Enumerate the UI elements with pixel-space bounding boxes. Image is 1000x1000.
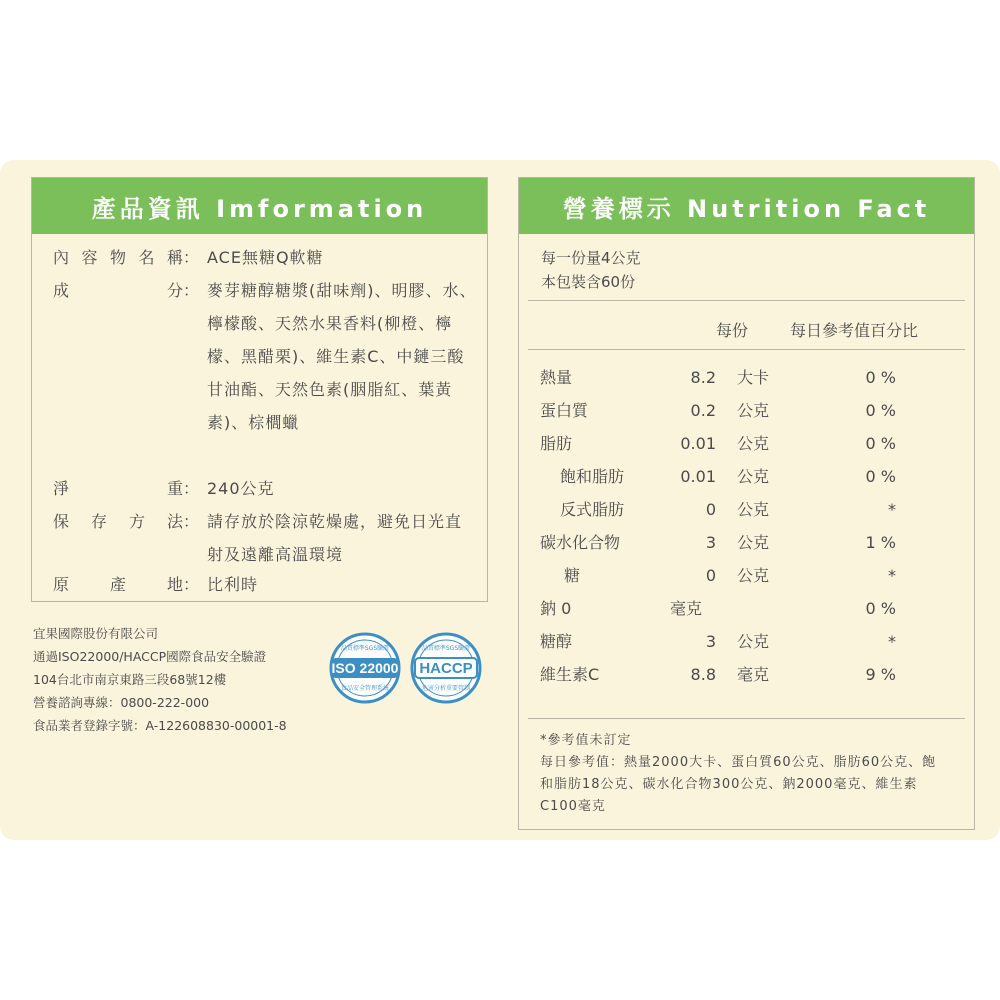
nutrient-unit: 公克	[737, 434, 770, 453]
svg-text:ISO 22000: ISO 22000	[331, 660, 399, 676]
haccp-badge-icon	[410, 632, 482, 704]
nutrient-row	[540, 462, 960, 492]
nutrient-daily-percent: *	[888, 500, 896, 519]
nutrient-name: 糖醇	[540, 632, 573, 651]
nutrient-row	[540, 561, 960, 591]
nutrient-row	[540, 495, 960, 525]
serving-size: 每一份量4公克	[541, 249, 641, 267]
nutrient-amount: 3	[705, 632, 716, 651]
nutrient-daily-percent: 0 %	[865, 368, 896, 387]
nutrient-daily-percent: *	[888, 632, 896, 651]
info-row-origin	[53, 568, 473, 601]
company-registration: 食品業者登錄字號：A-122608830-00001-8	[33, 718, 287, 733]
svg-text:品質標準SGS驗證: 品質標準SGS驗證	[421, 645, 471, 652]
nutrient-row	[540, 429, 960, 459]
nutrient-name: 蛋白質	[540, 401, 589, 420]
nutrient-row	[540, 528, 960, 558]
nutrient-daily-percent: 9 %	[865, 665, 896, 684]
nutrition-facts-header: 營養標示 Nutrition Fact	[519, 178, 974, 234]
note-title: *參考值未訂定	[540, 733, 632, 748]
nutrient-amount: 8.8	[690, 665, 716, 684]
nutrient-amount: 0	[705, 500, 716, 519]
svg-text:食品安全管理系統: 食品安全管理系統	[340, 685, 390, 692]
info-label-content: 內 容 物 名 稱	[53, 248, 183, 267]
nutrient-unit: 公克	[737, 401, 770, 420]
nutrient-amount: 0.01	[680, 434, 716, 453]
nutrient-name: 熱量	[540, 368, 573, 387]
column-daily-value: 每日參考值百分比	[790, 321, 919, 340]
info-label-ingredients: 成 分	[53, 281, 183, 300]
divider	[528, 300, 965, 301]
nutrient-amount: 8.2	[690, 368, 716, 387]
nutrient-name: 反式脂肪	[560, 500, 625, 519]
info-colon: ：	[183, 479, 200, 498]
nutrient-unit: 公克	[737, 533, 770, 552]
nutrient-amount: 0	[705, 566, 716, 585]
nutrient-row	[540, 594, 960, 624]
company-address: 104台北市南京東路三段68號12樓	[33, 672, 227, 687]
info-row-ingredients	[53, 274, 477, 472]
nutrient-daily-percent: *	[888, 566, 896, 585]
nutrient-row	[540, 660, 960, 690]
svg-text:HACCP: HACCP	[419, 660, 473, 677]
info-value-content: ACE無糖Q軟糖	[207, 248, 324, 267]
nutrient-daily-percent: 0 %	[865, 467, 896, 486]
nutrient-name: 脂肪	[540, 434, 573, 453]
divider	[528, 349, 965, 350]
info-row-content	[53, 241, 473, 274]
nutrient-row	[540, 363, 960, 393]
info-colon: ：	[183, 248, 200, 267]
nutrient-daily-percent: 1 %	[865, 533, 896, 552]
nutrient-row	[540, 396, 960, 426]
company-certification: 通過ISO22000/HACCP國際食品安全驗證	[33, 649, 267, 664]
nutrient-daily-percent: 0 %	[865, 401, 896, 420]
info-label-storage: 保 存 方 法	[53, 512, 183, 531]
iso22000-badge-icon	[329, 632, 401, 704]
nutrient-unit: 大卡	[737, 368, 770, 387]
servings-per-package: 本包裝含60份	[541, 273, 636, 291]
svg-text:品質標準SGS驗證: 品質標準SGS驗證	[340, 645, 390, 652]
svg-text:危害分析重要管制: 危害分析重要管制	[421, 685, 471, 692]
nutrient-amount: 0.2	[690, 401, 716, 420]
nutrient-unit: 毫克	[737, 665, 770, 684]
divider	[528, 718, 965, 719]
nutrient-row	[540, 627, 960, 657]
info-value-storage: 請存放於陰涼乾燥處，避免日光直射及遠離高溫環境	[207, 512, 463, 564]
info-colon: ：	[183, 512, 200, 531]
product-info-header: 產品資訊 Imformation	[32, 178, 487, 234]
company-name: 宜果國際股份有限公司	[33, 626, 159, 641]
column-per-serving: 每份	[716, 321, 749, 340]
info-row-weight	[53, 472, 473, 505]
nutrient-unit: 公克	[737, 467, 770, 486]
nutrient-name: 飽和脂肪	[560, 467, 625, 486]
info-label-origin: 原 產 地	[53, 575, 183, 594]
info-value-weight: 240公克	[207, 479, 275, 498]
info-colon: ：	[183, 281, 200, 300]
nutrient-name: 鈉 0	[540, 599, 572, 618]
nutrient-amount: 3	[705, 533, 716, 552]
nutrient-name: 維生素C	[540, 665, 600, 684]
nutrient-name: 糖	[564, 566, 581, 585]
nutrient-amount: 0.01	[680, 467, 716, 486]
nutrient-unit: 公克	[737, 500, 770, 519]
nutrient-unit: 公克	[737, 632, 770, 651]
info-label-weight: 淨 重	[53, 479, 183, 498]
info-colon: ：	[183, 575, 200, 594]
nutrient-amount: 毫克	[670, 599, 703, 618]
nutrient-daily-percent: 0 %	[865, 434, 896, 453]
nutrient-unit: 公克	[737, 566, 770, 585]
note-daily-values: 每日參考值：熱量2000大卡、蛋白質60公克、脂肪60公克、飽和脂肪18公克、碳水化合物300公克、鈉2000毫克、維生素C100毫克	[540, 755, 937, 814]
company-hotline: 營養諮詢專線：0800-222-000	[33, 695, 210, 710]
info-value-origin: 比利時	[207, 575, 259, 594]
nutrient-name: 碳水化合物	[540, 533, 621, 552]
info-value-ingredients: 麥芽糖醇糖漿(甜味劑)、明膠、水、檸檬酸、天然水果香料(柳橙、檸檬、黑醋栗)、維生素C、中鏈三酸甘油酯、天然色素(胭脂紅、葉黃素)、棕櫚蠟	[207, 281, 477, 432]
nutrient-daily-percent: 0 %	[865, 599, 896, 618]
info-row-storage	[53, 505, 473, 571]
